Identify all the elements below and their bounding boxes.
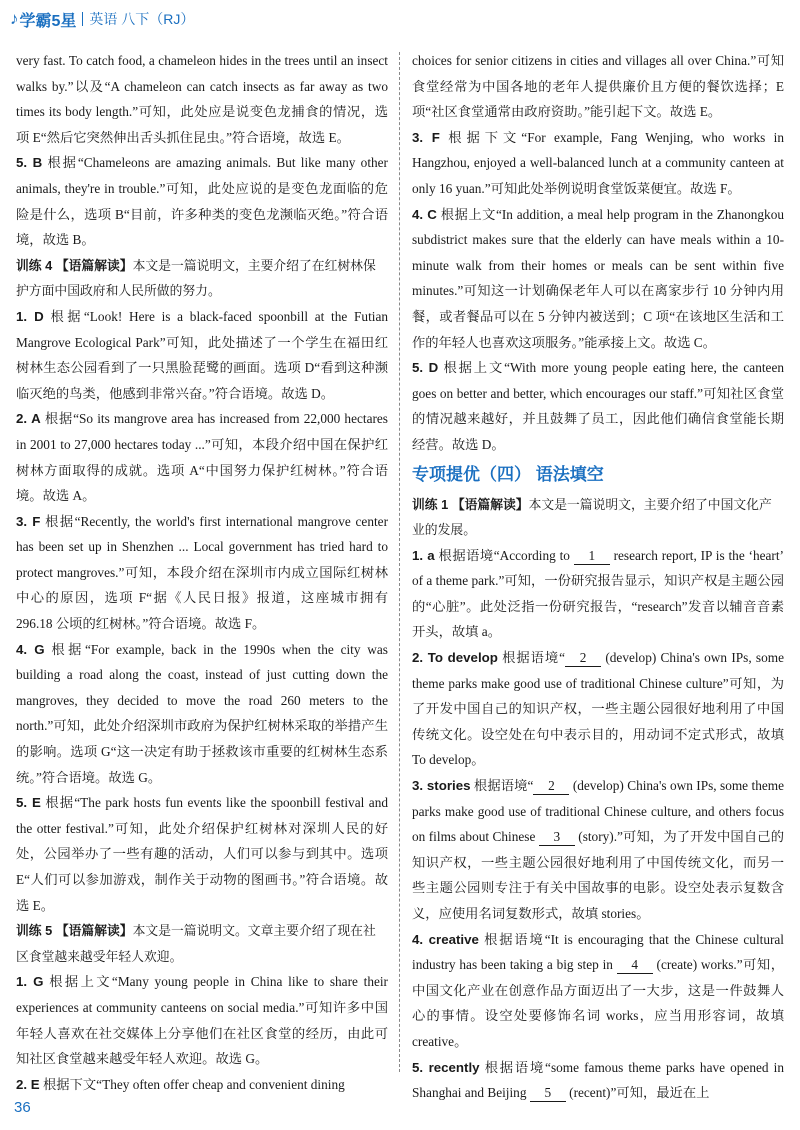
blank-number: 2 xyxy=(565,650,601,667)
answer-explanation: 根据“Look! Here is a black-faced spoonbill at the Futian Mangrove Ecological Park”可知，此处描述了一个学生在福田红树林生态公园看到了一只黑脸琵鹭的画面。选项 D“看到这种濒临灭绝的鸟类，他感到非常兴奋。”符合语境。故选 D。 xyxy=(16,308,389,401)
section-summary: 本文是一篇说明文，主要介绍了中国文化产业的发展。 xyxy=(412,496,772,538)
answer-explanation: (story).”可知，为了开发中国自己的知识产权，一些主题公园很好地利用了中国传统文化，而另一些主题公园则专注于有关中国故事的电影。设空处表示复数含义，应使用名词复数形式，故填 stories。 xyxy=(412,829,784,921)
answer-key: 1. G xyxy=(16,974,44,990)
answer-item xyxy=(412,773,784,927)
answer-item xyxy=(16,304,388,406)
page-header xyxy=(10,6,194,32)
section-intro xyxy=(412,492,784,543)
answer-item xyxy=(412,927,784,1055)
section-heading: 专项提优（四） 语法填空 xyxy=(412,464,604,484)
answer-explanation: 根据下文“They often offer cheap and convenient dining xyxy=(39,1076,345,1092)
answer-item xyxy=(412,202,784,356)
answer-key: 2. E xyxy=(16,1076,40,1092)
header-separator xyxy=(82,12,83,26)
answer-explanation: 根据“Chameleons are amazing animals. But like many other animals, they're in trouble.”可知，此处应说的是变色龙面临的危险是什么，选项 B“目前，许多种类的变色龙濒临灭绝。”符合语境，故选 B。 xyxy=(16,155,388,248)
answer-explanation: 根据语境“According to xyxy=(434,547,574,563)
answer-item xyxy=(412,125,784,202)
subject-label: 英语 八下（RJ） xyxy=(89,11,195,27)
answer-explanation: research report, IP is the ‘heart’ of a theme park.”可知，一份研究报告显示，知识产权是主题公园的“心脏”。此处泛指一份研究报告，“research”发音以辅音音素开头，故填 a。 xyxy=(412,547,784,640)
answer-explanation: 根据上文“Many young people in China like to share their experiences at community canteens on social media.”可知许多中国年轻人喜欢在社交媒体上分享他们在社区食堂的经历，由此可知社区食堂越来越受年轻人欢迎。故选 G。 xyxy=(16,974,388,1067)
answer-key: 5. D xyxy=(412,360,439,376)
answer-item xyxy=(16,406,388,508)
answer-key: 3. F xyxy=(16,513,41,529)
paragraph xyxy=(16,48,388,150)
answer-key: 4. G xyxy=(16,641,45,657)
paragraph xyxy=(412,48,784,125)
answer-explanation: (develop) China's own IPs, some theme parks make good use of traditional Chinese culture”可知，为了开发中国自己的知识产权，一些主题公园很好地利用了中国传统文化。设空处在句中表示目的，用动词不定式形式，故填 To develop。 xyxy=(412,650,784,768)
answer-key: 3. stories xyxy=(412,778,471,794)
answer-item xyxy=(16,509,388,637)
section-summary: 本文是一篇说明文，主要介绍了在红树林保护方面中国政府和人民所做的努力。 xyxy=(16,257,376,299)
page-number: 36 xyxy=(14,1099,31,1116)
section-intro xyxy=(16,918,388,969)
answer-explanation: 根据“Recently, the world's first international mangrove center has been set up in Shenzhen ... Local government has tried hard to protect mangroves.”可知，本段介绍在深圳市内成立国际红树林中心的原因，选项 F“据《人民日报》报道，这座城市拥有 296.18 公顷的红树林。”符合语境。故选 F。 xyxy=(16,513,388,632)
answer-item xyxy=(16,637,388,791)
answer-item xyxy=(412,645,784,773)
blank-number: 4 xyxy=(617,957,653,974)
blank-number: 3 xyxy=(539,829,575,846)
answer-key: 4. C xyxy=(412,206,437,222)
answer-explanation: 根据“So its mangrove area has increased from 22,000 hectares in 2001 to 27,000 hectares today ...”可知，本段介绍中国在保护红树林方面取得的成就。选项 A“中国努力保护红树林。”符合语境。故选 A。 xyxy=(16,411,388,504)
answer-explanation: (develop) China's own IPs, some theme parks make good use of traditional Chinese culture, and others focus on films about Chinese xyxy=(412,778,784,845)
answer-item xyxy=(16,1072,388,1098)
paragraph-text: choices for senior citizens in cities and villages all over China.”可知食堂经常为中国各地的老年人提供廉价且方便的餐饮选择；E 项“社区食堂通常由政府资助。”能引起下文。故选 E。 xyxy=(412,53,784,120)
answer-item xyxy=(412,355,784,457)
section-label: 训练 1 【语篇解读】 xyxy=(412,496,529,512)
answer-key: 1. a xyxy=(412,547,435,563)
answer-item xyxy=(16,969,388,1071)
answer-explanation: 根据“For example, back in the 1990s when the city was building a road along the coast, instead of just cutting down the mangroves, they decided to move the road 260 meters to the north.”可知，此处介绍深圳市政府为保护红树林采取的举措产生的影响。选项 G“这一决定有助于拯救该市重要的红树林生态系统。”符合语境。故选 G。 xyxy=(16,641,388,785)
brand-logo xyxy=(10,8,76,31)
section-label: 训练 4 【语篇解读】 xyxy=(16,257,133,273)
answer-explanation: 根据“The park hosts fun events like the spoonbill festival and the otter festival.”可知，此处介绍保护红树林对深圳人民的好处，公园举办了一些有趣的活动，人们可以参与到其中。选项 E“人们可以参加游戏，制作关于动物的图画书。”符合语境。故选 E。 xyxy=(16,795,388,913)
answer-explanation: 根据语境“ xyxy=(470,778,534,794)
answer-key: 4. creative xyxy=(412,931,479,947)
answer-explanation: 根据语境“some famous theme parks have opened in Shanghai and Beijing xyxy=(412,1059,784,1101)
answer-key: 5. B xyxy=(16,155,43,171)
answer-explanation: (create) works.”可知，中国文化产业在创意作品方面迈出了一大步，这是一件鼓舞人心的事情。设空处要修饰名词 works，应当用形容词，故填 creative。 xyxy=(412,957,784,1049)
blank-number: 1 xyxy=(574,548,610,565)
brand-leaf-icon: ♪ xyxy=(10,9,19,28)
answer-key: 2. A xyxy=(16,411,41,427)
answer-explanation: 根据上文“With more young people eating here, the canteen goes on better and better, which encourages our staff.”可知社区食堂的情况越来越好，并且鼓舞了员工，因此他们确信食堂能长期经营。故选 D。 xyxy=(412,360,785,452)
answer-item xyxy=(412,543,784,645)
right-column xyxy=(412,48,784,1106)
blank-number: 5 xyxy=(530,1085,566,1102)
answer-key: 2. To develop xyxy=(412,650,498,666)
answer-item xyxy=(16,150,388,252)
brand-name: 学霸5星 xyxy=(19,12,77,30)
answer-explanation: 根据上文“In addition, a meal help program in the Zhanongkou subdistrict makes sure that the elderly can have meals within a 10-minute walk from their homes or meals can be sent within five minutes.”可知这一计划确保老年人可以在离家步行 10 分钟内用餐，或者餐品可以在 5 分钟内被送到；C 项“在该地区生活和工作的年轻人也喜欢这项服务。”能承接上文。故选 C。 xyxy=(412,206,785,350)
section-label: 训练 5 【语篇解读】 xyxy=(16,923,133,939)
answer-item xyxy=(412,1055,784,1106)
blank-number: 2 xyxy=(533,778,569,795)
answer-explanation: 根据语境“It is encouraging that the Chinese cultural industry has been taking a big step in xyxy=(412,931,785,973)
answer-key: 5. recently xyxy=(412,1059,480,1075)
answer-explanation: 根据语境“ xyxy=(497,650,566,666)
answer-key: 5. E xyxy=(16,795,41,811)
left-column xyxy=(16,48,388,1097)
answer-key: 3. F xyxy=(412,129,440,145)
section-intro xyxy=(16,253,388,304)
answer-key: 1. D xyxy=(16,308,44,324)
column-divider xyxy=(399,52,400,1072)
answer-item xyxy=(16,790,388,918)
section-summary: 本文是一篇说明文。文章主要介绍了现在社区食堂越来越受年轻人欢迎。 xyxy=(16,923,376,964)
paragraph-text: very fast. To catch food, a chameleon hides in the trees until an insect walks by.”以及“A chameleon can catch insects as far away as two times its body length.”可知，此处应是说变色龙捕食的情况，选项 E“然后它突然伸出舌头抓住昆虫。”符合语境，故选 E。 xyxy=(16,53,388,145)
answer-explanation: (recent)”可知，最近在上 xyxy=(565,1085,710,1101)
answer-explanation: 根据下文“For example, Fang Wenjing, who works in Hangzhou, enjoyed a well-balanced lunch at a community canteen at only 16 yuan.”可知此处举例说明食堂饭菜便宜。故选 F。 xyxy=(412,129,784,196)
